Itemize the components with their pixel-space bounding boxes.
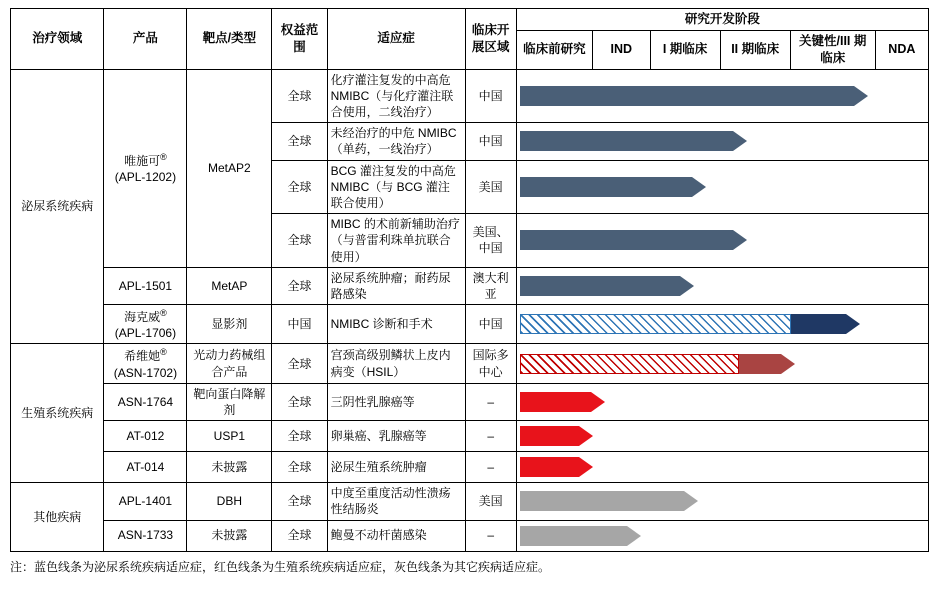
progress-bar [520,314,860,334]
cell-stage-bar [516,214,928,268]
cell-therapeutic-area: 泌尿系统疾病 [11,69,104,344]
cell-region: 中国 [465,123,516,160]
progress-bar [520,276,694,296]
cell-indication: 化疗灌注复发的中高危 NMIBC（与化疗灌注联合使用，二线治疗） [327,69,465,123]
table-header-row-1 [11,9,929,31]
header-product: 产品 [104,9,187,70]
cell-product [104,483,187,520]
cell-product [104,452,187,483]
cell-indication: 泌尿生殖系统肿瘤 [327,452,465,483]
cell-rights: 全球 [272,160,327,214]
table-row [11,305,929,344]
progress-bar [520,491,698,511]
progress-bar-arrowhead [733,131,747,151]
table-row [11,483,929,520]
product-code: (APL-1202) [114,170,177,185]
cell-target: USP1 [187,421,272,452]
progress-bar-track [520,488,925,514]
header-target: 靶点/类型 [187,9,272,70]
progress-bar-track [520,454,925,480]
table-row [11,267,929,304]
progress-bar-arrowhead [680,276,694,296]
progress-bar-track [520,423,925,449]
cell-region: 美国 [465,483,516,520]
product-name: 希维她® [124,347,167,364]
progress-bar-fill [520,131,733,151]
cell-target: 未披露 [187,520,272,551]
cell-rights: 全球 [272,421,327,452]
cell-rights: 全球 [272,452,327,483]
progress-bar-arrowhead [591,392,605,412]
header-indication: 适应症 [327,9,465,70]
cell-indication: 中度至重度活动性溃疡性结肠炎 [327,483,465,520]
cell-region: – [465,421,516,452]
progress-bar [520,426,593,446]
progress-bar [520,86,869,106]
header-stage-phase2: II 期临床 [720,30,790,69]
progress-bar-track [520,523,925,549]
header-stage-group: 研究开发阶段 [516,9,928,31]
cell-rights: 全球 [272,520,327,551]
progress-bar-arrowhead [579,457,593,477]
product-code: (APL-1706) [114,326,177,341]
progress-bar-track [520,227,925,253]
cell-stage-bar [516,123,928,160]
product-name: AT-012 [126,429,165,444]
header-stage-preclinical: 临床前研究 [516,30,592,69]
progress-bar [520,354,796,374]
cell-stage-bar [516,344,928,383]
progress-bar-track [520,351,925,377]
cell-target: 未披露 [187,452,272,483]
cell-rights: 全球 [272,267,327,304]
header-stage-phase1: I 期临床 [650,30,720,69]
progress-bar-fill [520,177,692,197]
progress-bar-track [520,273,925,299]
progress-bar [520,177,706,197]
cell-rights: 中国 [272,305,327,344]
cell-target: 光动力药械组合产品 [187,344,272,383]
cell-product [104,69,187,267]
progress-bar-fill [520,491,684,511]
header-stage-pivotal: 关键性/III 期临床 [790,30,875,69]
progress-bar [520,131,747,151]
cell-product [104,267,187,304]
progress-bar-arrowhead [692,177,706,197]
progress-bar-fill [520,392,591,412]
cell-indication: 未经治疗的中危 NMIBC（单药，一线治疗） [327,123,465,160]
progress-bar-completed-segment [520,314,792,334]
cell-region: 美国 [465,160,516,214]
cell-indication: NMIBC 诊断和手术 [327,305,465,344]
header-stage-ind: IND [593,30,650,69]
cell-region: 美国、中国 [465,214,516,268]
cell-product [104,383,187,420]
cell-region: – [465,452,516,483]
product-name: APL-1501 [118,278,173,293]
product-name: ASN-1733 [117,528,174,543]
cell-product [104,344,187,383]
cell-rights: 全球 [272,214,327,268]
cell-region: – [465,520,516,551]
table-row [11,383,929,420]
progress-bar [520,526,642,546]
progress-bar-fill [520,276,680,296]
cell-target: 靶向蛋白降解剂 [187,383,272,420]
product-code: (ASN-1702) [113,365,178,380]
cell-rights: 全球 [272,69,327,123]
cell-stage-bar [516,483,928,520]
cell-indication: MIBC 的术前新辅助治疗（与普雷利珠单抗联合使用） [327,214,465,268]
cell-target: MetAP2 [187,69,272,267]
cell-rights: 全球 [272,383,327,420]
table-row [11,520,929,551]
header-stage-nda: NDA [875,30,928,69]
cell-stage-bar [516,160,928,214]
cell-region: 澳大利亚 [465,267,516,304]
progress-bar-completed-segment [520,354,739,374]
cell-region: 中国 [465,69,516,123]
cell-indication: BCG 灌注复发的中高危 NMIBC（与 BCG 灌注联合使用） [327,160,465,214]
cell-stage-bar [516,69,928,123]
progress-bar [520,457,593,477]
cell-stage-bar [516,267,928,304]
cell-stage-bar [516,383,928,420]
table-row [11,452,929,483]
product-name: APL-1401 [118,494,173,509]
header-area: 治疗领域 [11,9,104,70]
product-name: AT-014 [126,460,165,475]
cell-target: 显影剂 [187,305,272,344]
cell-rights: 全球 [272,483,327,520]
product-name: 唯施可® [124,151,167,168]
table-row [11,344,929,383]
cell-rights: 全球 [272,344,327,383]
product-name: 海克威® [124,308,167,325]
progress-bar-arrowhead [846,314,860,334]
table-body [11,69,929,551]
progress-bar-track [520,128,925,154]
cell-therapeutic-area: 其他疾病 [11,483,104,551]
cell-rights: 全球 [272,123,327,160]
progress-bar-track [520,389,925,415]
cell-target: MetAP [187,267,272,304]
cell-target: DBH [187,483,272,520]
cell-stage-bar [516,520,928,551]
pipeline-table [10,8,929,552]
cell-indication: 三阴性乳腺癌等 [327,383,465,420]
cell-stage-bar [516,452,928,483]
progress-bar-fill [520,457,579,477]
progress-bar-current-segment [739,354,782,374]
progress-bar-fill [520,526,628,546]
cell-stage-bar [516,305,928,344]
progress-bar-arrowhead [684,491,698,511]
footnote: 注：蓝色线条为泌尿系统疾病适应症，红色线条为生殖系统疾病适应症，灰色线条为其它疾病适应症。 [10,559,551,574]
progress-bar-track [520,311,925,337]
progress-bar [520,392,605,412]
table-row [11,421,929,452]
cell-indication: 鲍曼不动杆菌感染 [327,520,465,551]
product-name: ASN-1764 [117,394,174,409]
header-region: 临床开展区域 [465,9,516,70]
cell-product [104,520,187,551]
progress-bar-fill [520,230,733,250]
registered-mark: ® [160,308,167,319]
progress-bar-arrowhead [781,354,795,374]
cell-product [104,305,187,344]
header-rights: 权益范围 [272,9,327,70]
cell-stage-bar [516,421,928,452]
progress-bar-arrowhead [854,86,868,106]
registered-mark: ® [160,347,167,358]
progress-bar [520,230,747,250]
cell-product [104,421,187,452]
progress-bar-track [520,83,925,109]
cell-region: 国际多中心 [465,344,516,383]
progress-bar-track [520,174,925,200]
cell-region: – [465,383,516,420]
cell-region: 中国 [465,305,516,344]
registered-mark: ® [160,151,167,162]
progress-bar-arrowhead [579,426,593,446]
cell-therapeutic-area: 生殖系统疾病 [11,344,104,483]
progress-bar-current-segment [791,314,846,334]
table-row [11,69,929,123]
progress-bar-fill [520,86,855,106]
progress-bar-fill [520,426,579,446]
cell-indication: 宫颈高级别鳞状上皮内病变（HSIL） [327,344,465,383]
progress-bar-arrowhead [627,526,641,546]
progress-bar-arrowhead [733,230,747,250]
cell-indication: 泌尿系统肿瘤；耐药尿路感染 [327,267,465,304]
cell-indication: 卵巢癌、乳腺癌等 [327,421,465,452]
